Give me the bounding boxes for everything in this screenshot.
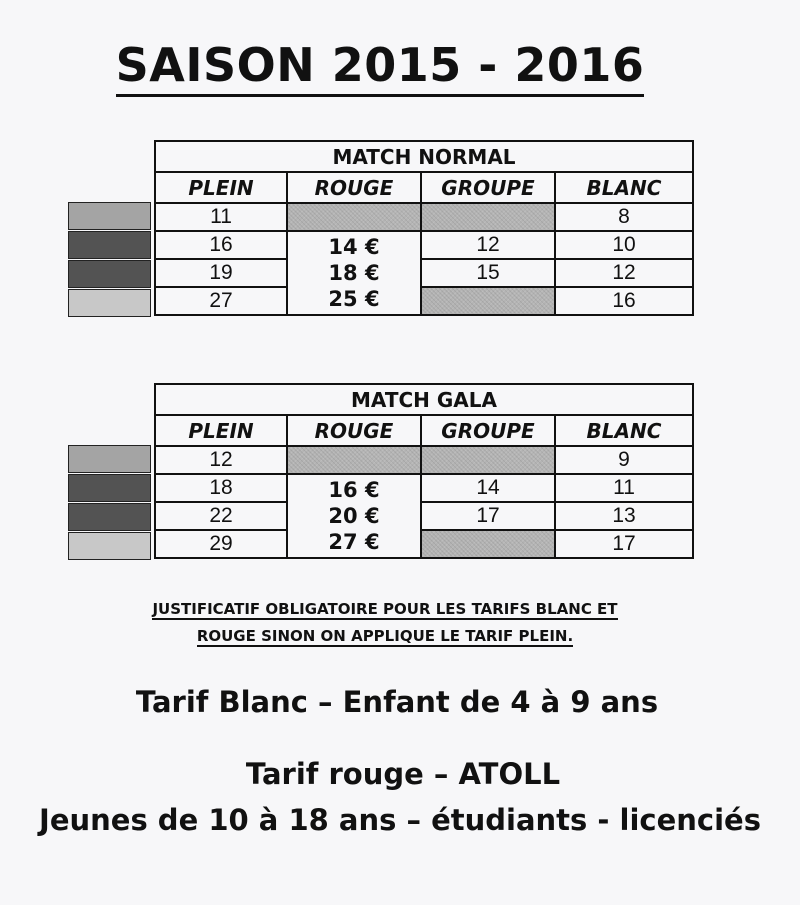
table-row bbox=[155, 446, 693, 474]
price-blanc: 8 bbox=[555, 203, 693, 231]
price-rouge-group bbox=[287, 474, 421, 558]
tarif-rouge-info: Tarif rouge – ATOLL bbox=[245, 757, 561, 791]
price-plein: 27 bbox=[155, 287, 287, 315]
column-header-plein: PLEIN bbox=[155, 415, 287, 446]
category-swatch bbox=[68, 231, 151, 259]
empty-cell bbox=[421, 446, 555, 474]
price-plein: 18 bbox=[155, 474, 287, 502]
price-blanc: 10 bbox=[555, 231, 693, 259]
empty-cell bbox=[421, 530, 555, 558]
page-title bbox=[0, 38, 760, 97]
price-rouge: 14 € bbox=[328, 235, 380, 259]
column-header-blanc: BLANC bbox=[555, 172, 693, 203]
table-row bbox=[155, 203, 693, 231]
table-title: MATCH NORMAL bbox=[155, 141, 693, 172]
price-blanc: 11 bbox=[555, 474, 693, 502]
table-row bbox=[155, 502, 693, 530]
price-blanc: 13 bbox=[555, 502, 693, 530]
price-plein: 22 bbox=[155, 502, 287, 530]
price-rouge: 27 € bbox=[328, 530, 380, 554]
table-row bbox=[155, 259, 693, 287]
price-rouge-group bbox=[287, 231, 421, 315]
category-swatch bbox=[68, 532, 151, 560]
category-swatch bbox=[68, 202, 151, 230]
notice-text: JUSTIFICATIF OBLIGATOIRE POUR LES TARIFS BLANC ET bbox=[152, 600, 618, 618]
table-title: MATCH GALA bbox=[155, 384, 693, 415]
column-header-rouge: ROUGE bbox=[287, 415, 421, 446]
price-blanc: 17 bbox=[555, 530, 693, 558]
price-plein: 11 bbox=[155, 203, 287, 231]
price-rouge: 16 € bbox=[328, 478, 380, 502]
notice-text: ROUGE SINON ON APPLIQUE LE TARIF PLEIN. bbox=[196, 627, 574, 645]
price-rouge: 18 € bbox=[328, 261, 380, 285]
price-blanc: 12 bbox=[555, 259, 693, 287]
price-groupe: 14 bbox=[421, 474, 555, 502]
price-groupe: 15 bbox=[421, 259, 555, 287]
column-header-blanc: BLANC bbox=[555, 415, 693, 446]
column-header-plein: PLEIN bbox=[155, 172, 287, 203]
tarif-rouge-detail: Jeunes de 10 à 18 ans – étudiants - licenciés bbox=[39, 803, 761, 837]
price-plein: 12 bbox=[155, 446, 287, 474]
notice-line-2 bbox=[0, 623, 770, 650]
table-row bbox=[155, 530, 693, 558]
column-header-rouge: ROUGE bbox=[287, 172, 421, 203]
price-blanc: 16 bbox=[555, 287, 693, 315]
category-swatch bbox=[68, 289, 151, 317]
column-header-groupe: GROUPE bbox=[421, 172, 555, 203]
category-swatch bbox=[68, 503, 151, 531]
empty-cell bbox=[421, 287, 555, 315]
column-header-groupe: GROUPE bbox=[421, 415, 555, 446]
price-rouge: 20 € bbox=[328, 504, 380, 528]
category-swatch bbox=[68, 445, 151, 473]
price-plein: 16 bbox=[155, 231, 287, 259]
table-row bbox=[155, 231, 693, 259]
empty-cell bbox=[287, 203, 421, 231]
table-row bbox=[155, 474, 693, 502]
tarif-blanc-info: Tarif Blanc – Enfant de 4 à 9 ans bbox=[135, 685, 659, 719]
price-groupe: 17 bbox=[421, 502, 555, 530]
category-swatches bbox=[68, 202, 153, 318]
match-normal-table bbox=[154, 140, 694, 316]
price-plein: 29 bbox=[155, 530, 287, 558]
match-gala-table bbox=[154, 383, 694, 559]
price-rouge: 25 € bbox=[328, 287, 380, 311]
price-blanc: 9 bbox=[555, 446, 693, 474]
category-swatches bbox=[68, 445, 153, 561]
empty-cell bbox=[287, 446, 421, 474]
category-swatch bbox=[68, 474, 151, 502]
table-row bbox=[155, 287, 693, 315]
category-swatch bbox=[68, 260, 151, 288]
empty-cell bbox=[421, 203, 555, 231]
price-groupe: 12 bbox=[421, 231, 555, 259]
page-title-text: SAISON 2015 - 2016 bbox=[116, 38, 645, 97]
price-plein: 19 bbox=[155, 259, 287, 287]
notice-line-1 bbox=[0, 596, 770, 623]
